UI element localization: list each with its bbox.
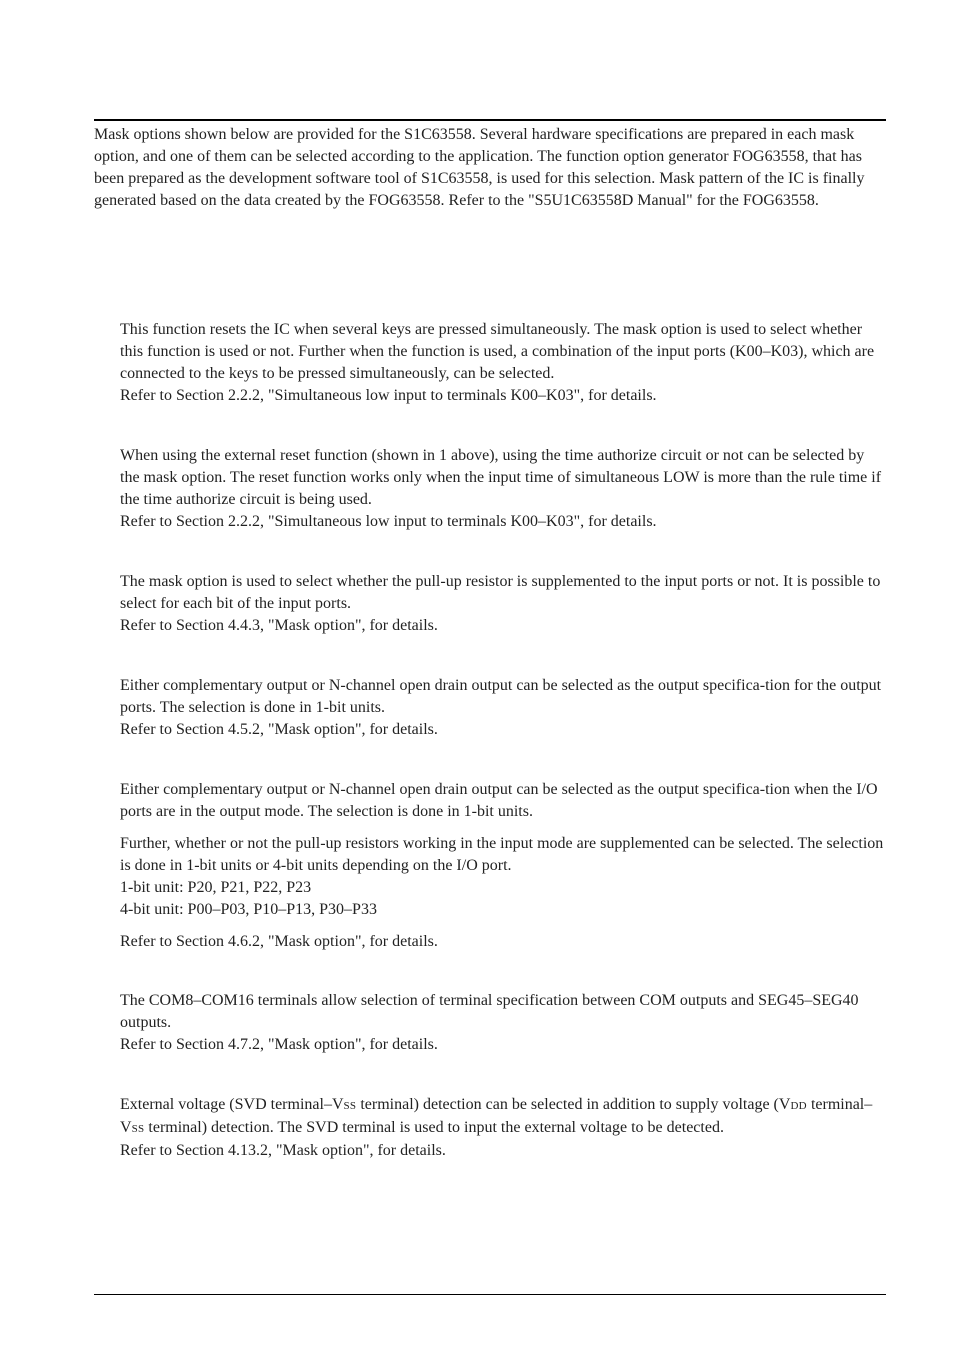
unit-list-4bit: 4-bit unit: P00–P03, P10–P13, P30–P33 (120, 901, 377, 918)
intro-paragraph (94, 124, 884, 212)
header-rule (94, 119, 886, 121)
section-lcd-drive (120, 990, 884, 1056)
section-reference: Refer to Section 4.5.2, "Mask option", for details. (120, 721, 438, 738)
section-reference: Refer to Section 4.7.2, "Mask option", for details. (120, 1036, 438, 1053)
section-text: This function resets the IC when several keys are pressed simultaneously. The mask option is used to select whether this function is used or not. Further when the function is used, a combination of the input ports (K00–K03), which are connected to the keys to be pressed simultaneously, can be selected. (120, 321, 875, 382)
footer-rule (94, 1294, 886, 1295)
section-reference: Refer to Section 2.2.2, "Simultaneous low input to terminals K00–K03", for details. (120, 387, 657, 404)
section-reference: Refer to Section 4.6.2, "Mask option", for details. (120, 933, 438, 950)
section-input-port-pullup (120, 571, 884, 637)
section-text: Either complementary output or N-channel open drain output can be selected as the output specifica-tion when the I/O ports are in the output mode. The selection is done in 1-bit units. (120, 781, 878, 820)
section-text: Either complementary output or N-channel open drain output can be selected as the output specifica-tion for the output ports. The selection is done in 1-bit units. (120, 677, 882, 716)
section-reference: Refer to Section 4.13.2, "Mask option", for details. (120, 1142, 446, 1159)
section-text: The COM8–COM16 terminals allow selection of terminal specification between COM outputs and SEG45–SEG40 outputs. (120, 992, 859, 1031)
section-time-authorize (120, 445, 884, 533)
section-svd-detection (120, 1094, 884, 1162)
subscript-dd: DD (790, 1100, 807, 1112)
subscript-ss: SS (343, 1100, 357, 1112)
subscript-ss: SS (131, 1123, 145, 1135)
section-text-pullup: Further, whether or not the pull-up resistors working in the input mode are supplemented can be selected. The selection is done in 1-bit units or 4-bit units depending on the I/O port. (120, 835, 884, 874)
section-text: External voltage (SVD terminal–VSS terminal) detection can be selected in addition to supply voltage (VDD terminal–VSS terminal) detection. The SVD terminal is used to input the external voltage to be detected. (120, 1096, 873, 1136)
unit-list-1bit: 1-bit unit: P20, P21, P22, P23 (120, 879, 312, 896)
section-reference: Refer to Section 4.4.3, "Mask option", for details. (120, 617, 438, 634)
section-external-reset (120, 319, 884, 407)
section-reference: Refer to Section 2.2.2, "Simultaneous low input to terminals K00–K03", for details. (120, 513, 657, 530)
section-output-port-spec (120, 675, 884, 741)
intro-text: Mask options shown below are provided for the S1C63558. Several hardware specifications are prepared in each mask option, and one of them can be selected according to the application. The function option generator FOG63558, that has been prepared as the development software tool of S1C63558, is used for this selection. Mask pattern of the IC is finally generated based on the data created by the FOG63558. Refer to the "S5U1C63558D Manual" for the FOG63558. (94, 126, 865, 209)
section-text: When using the external reset function (shown in 1 above), using the time authorize circuit or not can be selected by the mask option. The reset function works only when the input time of simultaneous LOW is more than the rule time if the time authorize circuit is being used. (120, 447, 882, 508)
section-text: The mask option is used to select whether the pull-up resistor is supplemented to the input ports or not. It is possible to select for each bit of the input ports. (120, 573, 881, 612)
section-io-port-spec (120, 779, 884, 953)
